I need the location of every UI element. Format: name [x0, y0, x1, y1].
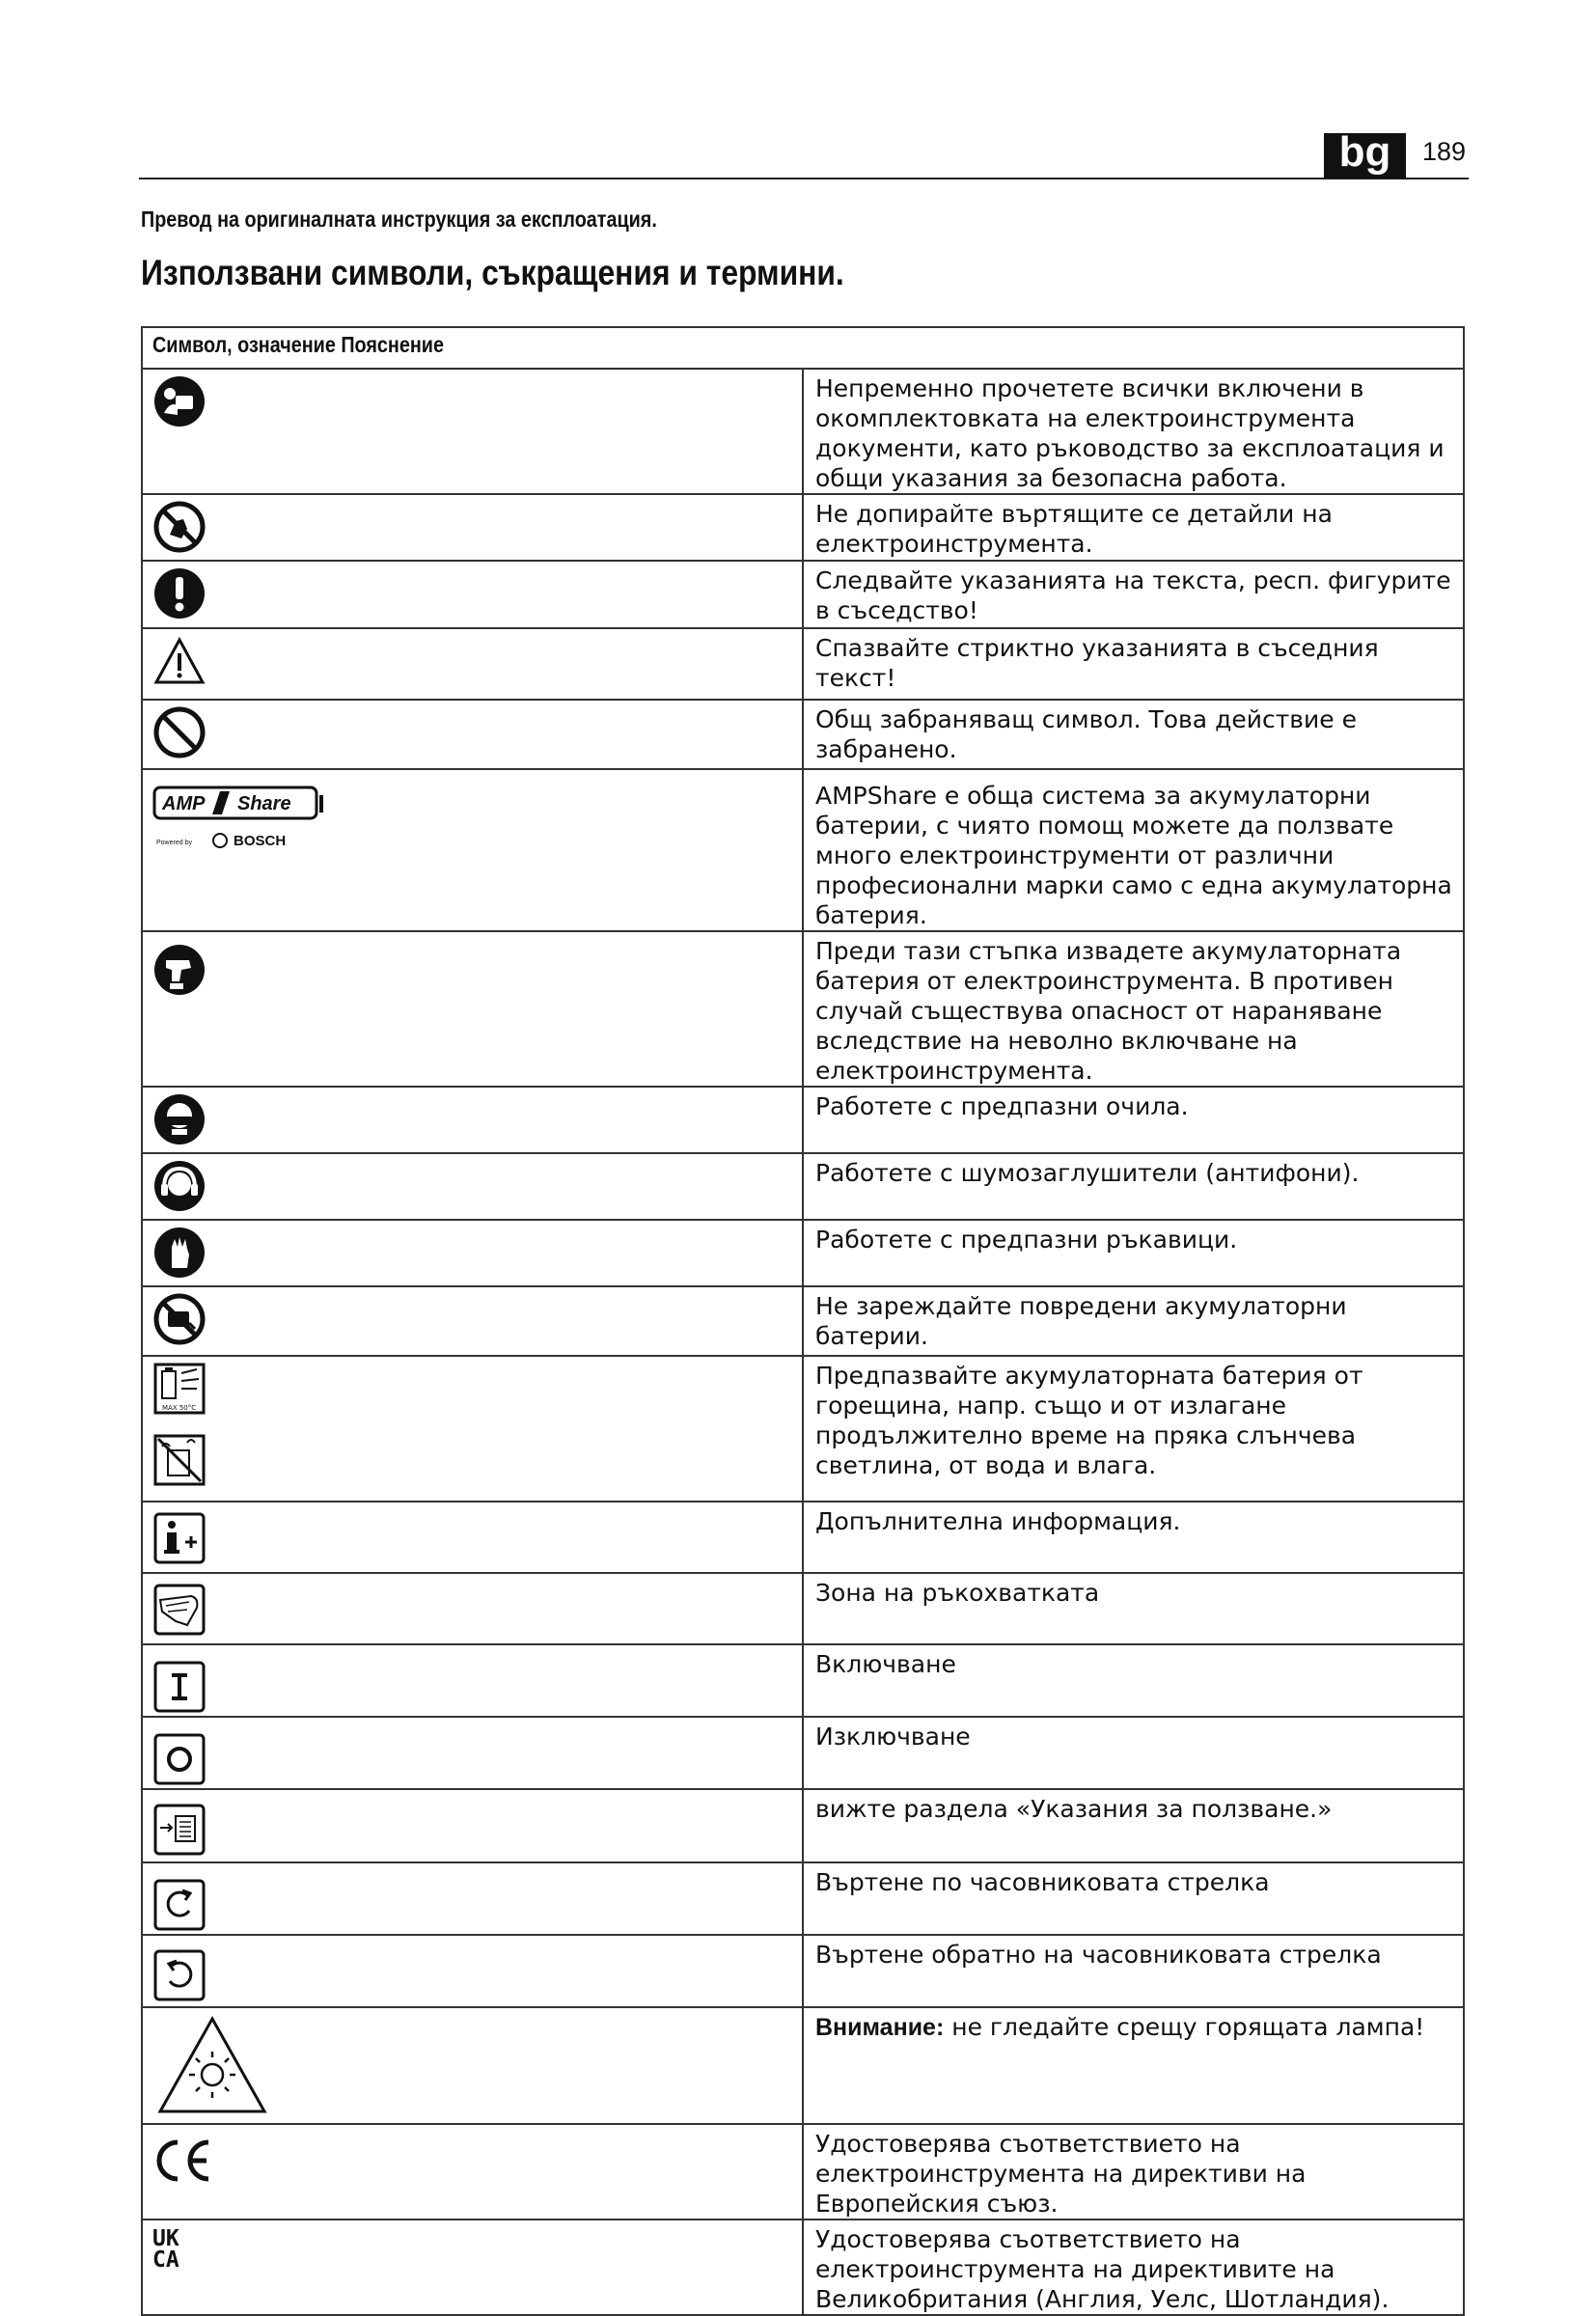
table-row: [142, 494, 1464, 561]
table-row: [142, 628, 1464, 700]
row-text: Удостоверява съответствието на електроинструмента на директиви на Европейския съюз.: [803, 2124, 1464, 2220]
table-row: [142, 2124, 1464, 2220]
prohibition-icon: [152, 705, 206, 759]
page-title: Използвани символи, съкращения и термини.: [141, 253, 844, 292]
row-text: Работете с предпазни очила.: [803, 1087, 1464, 1153]
table-row: [142, 1935, 1464, 2007]
table-row: [142, 561, 1464, 628]
svg-text:Powered by: Powered by: [156, 840, 192, 846]
table-row: [142, 1789, 1464, 1862]
row-text: Общ забраняващ символ. Това действие е забранено.: [803, 700, 1464, 769]
table-row: [142, 2007, 1464, 2124]
no-touch-rotating-parts-icon: [152, 500, 206, 554]
warning-triangle-icon: [152, 634, 206, 688]
row-text: Не зареждайте повредени акумулаторни батерии.: [803, 1286, 1464, 1356]
safety-goggles-icon: [152, 1092, 206, 1146]
power-on-icon: [152, 1660, 206, 1714]
protective-gloves-icon: [152, 1226, 206, 1280]
table-header: Символ, означение Пояснение: [142, 327, 1464, 369]
table-row: [142, 1717, 1464, 1789]
ukca-mark-icon: UK CA: [152, 2226, 179, 2273]
table-row: [142, 769, 1464, 931]
table-header-row: [142, 327, 1464, 369]
table-row: [142, 1286, 1464, 1356]
row-text: Преди тази стъпка извадете акумулаторната батерия от електроинструмента. В противен случай съществува опасност от нараняване вследствие на неволно включване на електроинструмента.: [803, 931, 1464, 1087]
row-text: Изключване: [803, 1717, 1464, 1789]
row-text: AMPShare е обща система за акумулаторни батерии, с чиято помощ можете да ползвате много електроинструменти от различни професионални марки само с една акумулаторна батерия.: [803, 769, 1464, 931]
table-row: [142, 1502, 1464, 1573]
table-row: [142, 1573, 1464, 1644]
do-not-look-at-lamp-icon: [154, 2013, 270, 2119]
svg-text:AMP: AMP: [162, 793, 206, 814]
ear-protection-icon: [152, 1159, 206, 1213]
table-row: [142, 1862, 1464, 1935]
grip-area-icon: [152, 1583, 206, 1637]
ampshare-logo: [152, 786, 326, 853]
warning-label: Внимание:: [815, 2014, 945, 2041]
svg-text:Share: Share: [237, 793, 291, 814]
row-text: Внимание: не гледайте срещу горящата лампа!: [803, 2007, 1464, 2124]
header-rule: [139, 178, 1469, 179]
table-row: [142, 1153, 1464, 1220]
row-text: вижте раздела «Указания за ползване.»: [803, 1789, 1464, 1862]
ce-mark-icon: [152, 2137, 214, 2185]
table-row: [142, 700, 1464, 769]
svg-text:BOSCH: BOSCH: [234, 833, 287, 849]
table-row: [142, 931, 1464, 1087]
table-row: [142, 2220, 1464, 2315]
table-row: [142, 1644, 1464, 1717]
svg-text:MAX 50°C: MAX 50°C: [162, 1404, 197, 1412]
row-text: Работете с предпазни ръкавици.: [803, 1220, 1464, 1286]
row-text: Зона на ръкохватката: [803, 1573, 1464, 1644]
row-text: Предпазвайте акумулаторната батерия от горещина, напр. също и от излагане продължително време на пряка слънчева светлина, от вода и влага.: [803, 1356, 1464, 1502]
row-text: Не допирайте въртящите се детайли на електроинструмента.: [803, 494, 1464, 561]
row-text: Следвайте указанията на текста, респ. фигурите в съседство!: [803, 561, 1464, 628]
page-number: 189: [1422, 137, 1467, 166]
table-row: [142, 1356, 1464, 1502]
read-manual-icon: [152, 374, 206, 428]
table-row: [142, 369, 1464, 494]
row-text: Работете с шумозаглушители (антифони).: [803, 1153, 1464, 1220]
symbols-table: [141, 326, 1465, 2316]
rotate-clockwise-icon: [152, 1878, 206, 1932]
see-instructions-icon: [152, 1803, 206, 1857]
document-subtitle: Превод на оригиналната инструкция за експлоатация.: [141, 207, 657, 232]
row-text: Въртене обратно на часовниковата стрелка: [803, 1935, 1464, 2007]
power-off-icon: [152, 1732, 206, 1786]
row-text: Непременно прочетете всички включени в окомплектовката на електроинструмента документи, като ръководство за експлоатация и общи указания за безопасна работа.: [803, 369, 1464, 494]
additional-info-icon: [152, 1511, 206, 1565]
row-text: Спазвайте стриктно указанията в съседния текст!: [803, 628, 1464, 700]
protect-from-heat-icon: [152, 1362, 206, 1416]
row-text: Въртене по часовниковата стрелка: [803, 1862, 1464, 1935]
row-text: Удостоверява съответствието на електроинструмента на директивите на Великобритания (Англия, Уелс, Шотландия).: [803, 2220, 1464, 2315]
rotate-counterclockwise-icon: [152, 1948, 206, 2002]
remove-battery-icon: [152, 943, 206, 997]
protect-from-water-icon: [152, 1433, 206, 1487]
mandatory-attention-icon: [152, 566, 206, 620]
table-row: [142, 1220, 1464, 1286]
row-text: Допълнителна информация.: [803, 1502, 1464, 1573]
language-badge: bg: [1324, 133, 1406, 179]
no-charging-damaged-battery-icon: [152, 1292, 206, 1346]
table-row: [142, 1087, 1464, 1153]
row-text: Включване: [803, 1644, 1464, 1717]
